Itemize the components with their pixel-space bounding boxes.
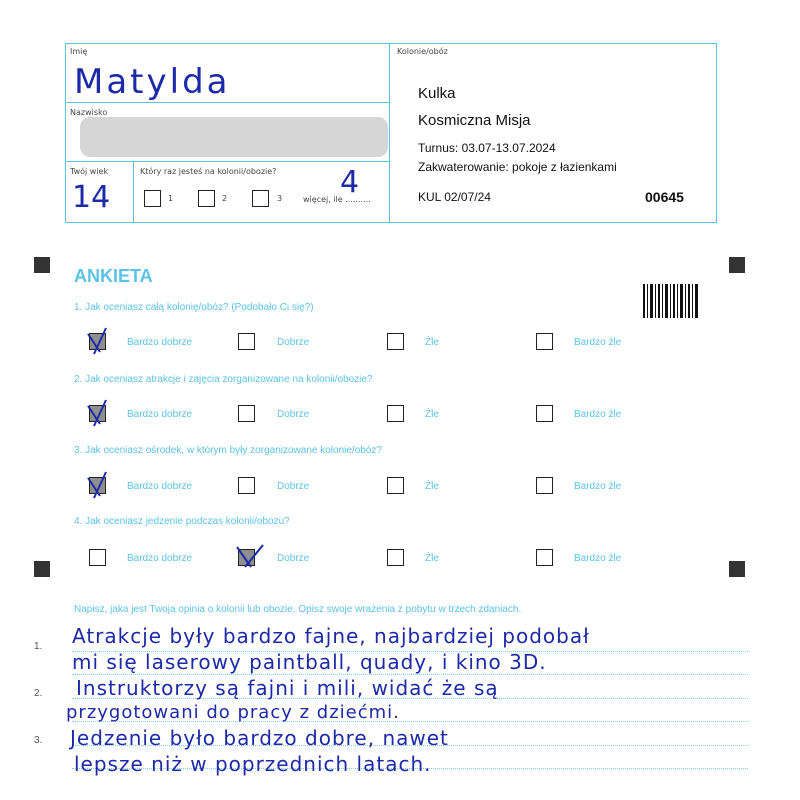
q3-option-1-label: Bardzo dobrze <box>127 481 193 492</box>
times-checkbox-1[interactable] <box>144 190 161 207</box>
wiecej-value[interactable]: 4 <box>340 165 360 200</box>
imie-divider <box>65 102 390 103</box>
line-number-1: 1. <box>34 641 43 652</box>
check-mark-icon <box>84 398 112 428</box>
q3-option-4-checkbox[interactable] <box>536 477 553 494</box>
q4-option-3-checkbox[interactable] <box>387 549 404 566</box>
nazwisko-redacted <box>80 117 388 157</box>
dotted-line <box>72 674 748 675</box>
nazwisko-divider <box>65 161 390 162</box>
header-divider-vertical <box>389 43 390 223</box>
q2-option-4-checkbox[interactable] <box>536 405 553 422</box>
opinion-line-5[interactable]: Jedzenie było bardzo dobre, nawet <box>70 726 449 750</box>
q4-option-1-checkbox[interactable] <box>89 549 106 566</box>
q2-option-3-checkbox[interactable] <box>387 405 404 422</box>
check-mark-icon <box>233 541 267 571</box>
registration-marker-tl <box>34 257 50 273</box>
question-4-text: 4. Jak oceniasz jedzenie podczas kolonii/obozu? <box>74 516 290 527</box>
q1-option-1-label: Bardzo dobrze <box>127 337 193 348</box>
line-number-3: 3. <box>34 735 43 746</box>
wiek-label: Twój wiek <box>70 167 109 176</box>
q4-option-1-label: Bardzo dobrze <box>127 553 193 564</box>
line-number-2: 2. <box>34 688 43 699</box>
q4-option-2-label: Dobrze <box>277 553 310 564</box>
opinion-line-4[interactable]: przygotowani do pracy z dziećmi. <box>66 702 400 723</box>
q3-option-4-label: Bardzo źle <box>574 481 622 492</box>
ktory-raz-label: Który raz jesteś na kolonii/obozie? <box>140 167 277 176</box>
times-option-1: 1 <box>168 194 174 203</box>
kolonia-label: Kolonie/obóz <box>397 47 448 56</box>
q3-option-3-label: Źle <box>425 481 439 492</box>
times-option-2: 2 <box>222 194 228 203</box>
wiek-value[interactable]: 14 <box>72 180 111 215</box>
times-checkbox-3[interactable] <box>252 190 269 207</box>
q3-option-2-checkbox[interactable] <box>238 477 255 494</box>
q1-option-2-label: Dobrze <box>277 337 310 348</box>
question-2-text: 2. Jak oceniasz atrakcje i zajęcia zorganizowane na kolonii/obozie? <box>74 374 373 385</box>
question-3-text: 3. Jak oceniasz ośrodek, w którym były zorganizowane kolonie/obóz? <box>74 445 382 456</box>
q1-option-3-label: Źle <box>425 337 439 348</box>
q4-option-4-label: Bardzo źle <box>574 553 622 564</box>
zakwaterowanie: Zakwaterowanie: pokoje z łazienkami <box>418 160 617 174</box>
org-name: Kulka <box>418 85 456 102</box>
wiek-divider <box>133 161 134 222</box>
q4-option-3-label: Źle <box>425 553 439 564</box>
times-checkbox-2[interactable] <box>198 190 215 207</box>
q4-option-4-checkbox[interactable] <box>536 549 553 566</box>
check-mark-icon <box>84 326 112 356</box>
registration-marker-br <box>729 561 745 577</box>
q2-option-2-label: Dobrze <box>277 409 310 420</box>
form-number: 00645 <box>645 189 684 205</box>
opinion-line-6[interactable]: lepsze niż w poprzednich latach. <box>74 752 432 776</box>
q1-option-2-checkbox[interactable] <box>238 333 255 350</box>
survey-title: ANKIETA <box>74 266 153 286</box>
check-mark-icon <box>84 470 112 500</box>
opinion-line-1[interactable]: Atrakcje były bardzo fajne, najbardziej podobał <box>72 624 590 648</box>
nazwisko-label: Nazwisko <box>70 108 108 117</box>
q3-option-3-checkbox[interactable] <box>387 477 404 494</box>
wiecej-label: więcej, ile .......... <box>303 195 371 204</box>
opinion-prompt: Napisz, jaka jest Twoja opinia o kolonii lub obozie. Opisz swoje wrażenia z pobytu w trzech zdaniach. <box>74 604 522 615</box>
opinion-line-3[interactable]: Instruktorzy są fajni i mili, widać że są <box>76 676 499 700</box>
imie-value[interactable]: Matylda <box>74 62 231 102</box>
q3-option-2-label: Dobrze <box>277 481 310 492</box>
q1-option-3-checkbox[interactable] <box>387 333 404 350</box>
q2-option-1-label: Bardzo dobrze <box>127 409 193 420</box>
question-1-text: 1. Jak oceniasz całą kolonię/obóz? (Podobało Ci się?) <box>74 302 314 313</box>
registration-marker-tr <box>729 257 745 273</box>
q2-option-2-checkbox[interactable] <box>238 405 255 422</box>
q1-option-4-checkbox[interactable] <box>536 333 553 350</box>
barcode-icon <box>643 284 698 318</box>
turnus: Turnus: 03.07-13.07.2024 <box>418 141 556 155</box>
camp-code: KUL 02/07/24 <box>418 190 491 204</box>
q2-option-4-label: Bardzo źle <box>574 409 622 420</box>
camp-name: Kosmiczna Misja <box>418 112 531 129</box>
registration-marker-bl <box>34 561 50 577</box>
times-option-3: 3 <box>277 194 283 203</box>
imie-label: Imię <box>70 47 88 56</box>
opinion-line-2[interactable]: mi się laserowy paintball, quady, i kino 3D. <box>72 650 547 674</box>
q1-option-4-label: Bardzo źle <box>574 337 622 348</box>
q2-option-3-label: Źle <box>425 409 439 420</box>
